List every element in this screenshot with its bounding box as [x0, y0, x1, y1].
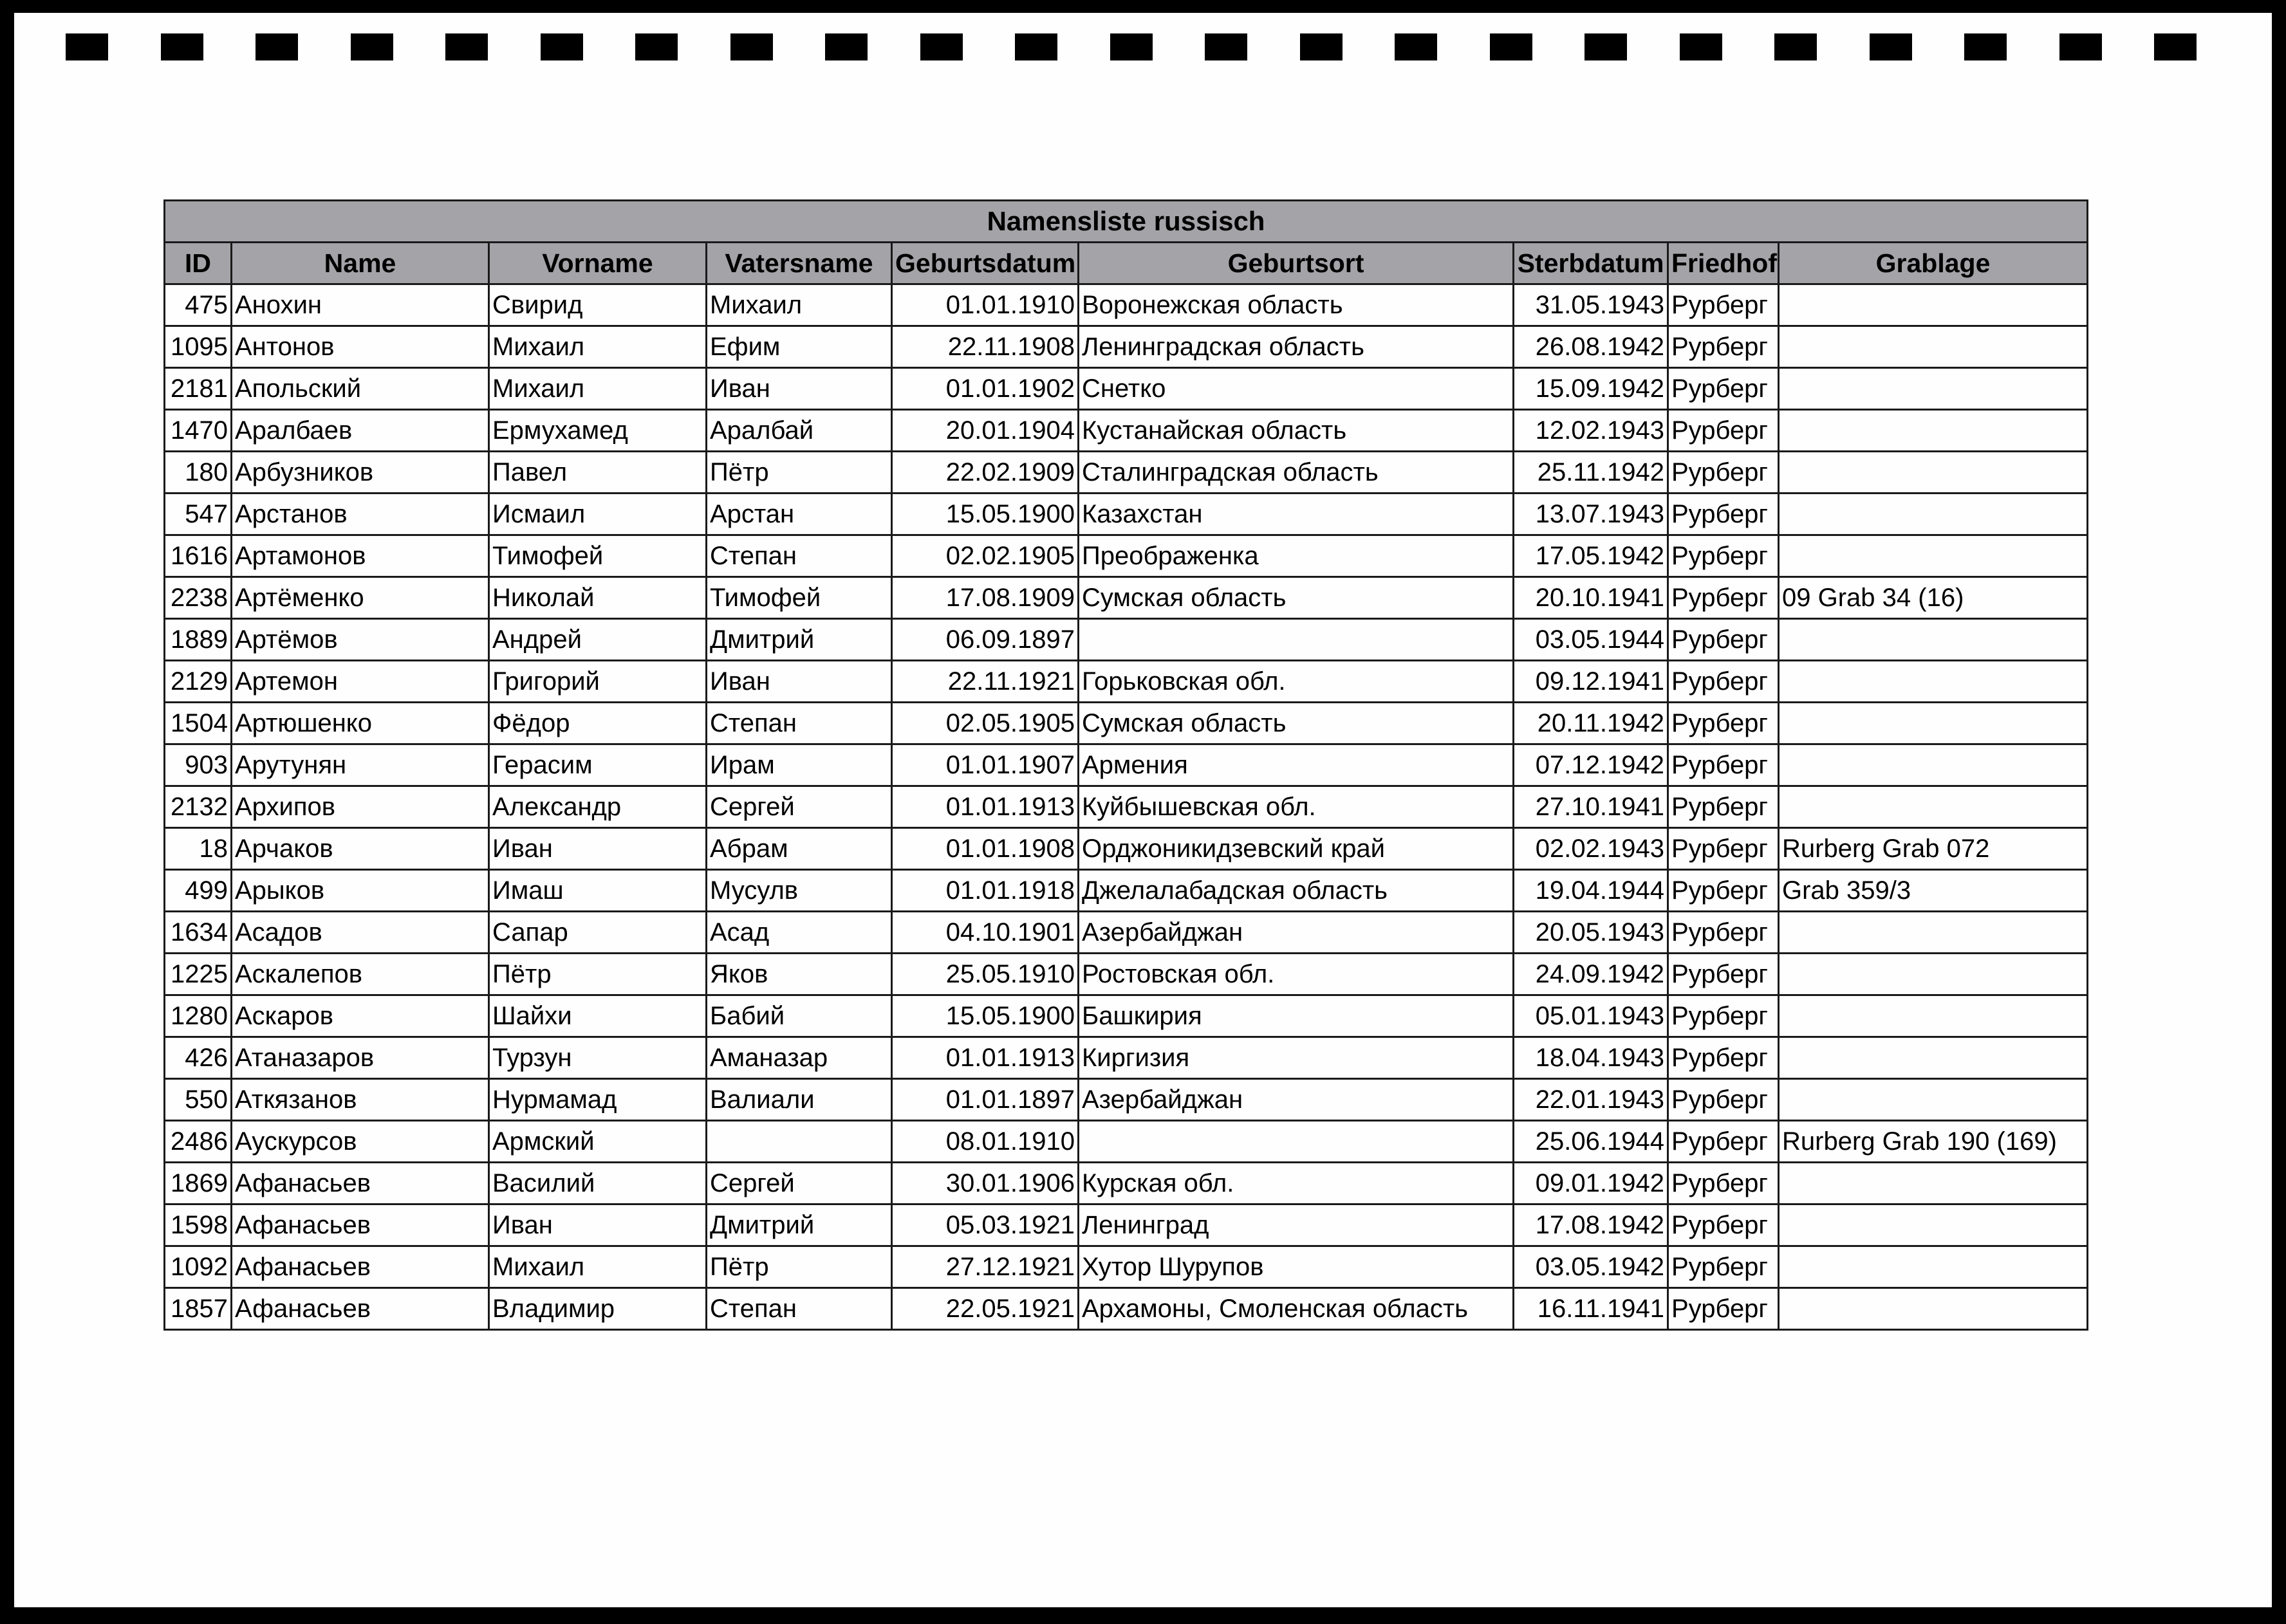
cell-geburtsort: Преображенка [1079, 535, 1514, 577]
cell-geburtsdatum: 30.01.1906 [892, 1163, 1079, 1204]
cell-name: Афанасьев [232, 1163, 489, 1204]
cell-friedhof: Рурберг [1668, 284, 1779, 326]
cell-sterbdatum: 17.08.1942 [1514, 1204, 1668, 1246]
cell-geburtsdatum: 01.01.1907 [892, 744, 1079, 786]
table-row [165, 786, 2088, 828]
cell-friedhof: Рурберг [1668, 1246, 1779, 1288]
cell-geburtsdatum: 01.01.1902 [892, 368, 1079, 410]
cell-geburtsort: Куйбышевская обл. [1079, 786, 1514, 828]
cell-name: Апольский [232, 368, 489, 410]
punch-hole-strip [14, 13, 2272, 84]
cell-geburtsdatum: 08.01.1910 [892, 1121, 1079, 1163]
column-header-id: ID [165, 243, 232, 284]
cell-name: Архипов [232, 786, 489, 828]
cell-sterbdatum: 19.04.1944 [1514, 870, 1668, 912]
cell-vorname: Иван [489, 1204, 707, 1246]
cell-geburtsdatum: 22.11.1908 [892, 326, 1079, 368]
cell-vorname: Герасим [489, 744, 707, 786]
cell-id: 499 [165, 870, 232, 912]
cell-geburtsort [1079, 619, 1514, 661]
cell-friedhof: Рурберг [1668, 870, 1779, 912]
cell-geburtsdatum: 22.02.1909 [892, 452, 1079, 494]
cell-vorname: Иван [489, 828, 707, 870]
cell-geburtsdatum: 20.01.1904 [892, 410, 1079, 452]
cell-vorname: Свирид [489, 284, 707, 326]
cell-name: Артемон [232, 661, 489, 703]
cell-id: 426 [165, 1037, 232, 1079]
cell-grablage: 09 Grab 34 (16) [1779, 577, 2088, 619]
punch-hole [1395, 33, 1437, 60]
table-row [165, 954, 2088, 995]
cell-vatersname: Иван [707, 661, 892, 703]
column-header-geburtsort: Geburtsort [1079, 243, 1514, 284]
cell-vatersname: Пётр [707, 452, 892, 494]
cell-geburtsdatum: 15.05.1900 [892, 494, 1079, 535]
cell-grablage [1779, 1037, 2088, 1079]
cell-id: 1634 [165, 912, 232, 954]
cell-geburtsort: Армения [1079, 744, 1514, 786]
cell-vorname: Ермухамед [489, 410, 707, 452]
table-row [165, 1163, 2088, 1204]
cell-id: 180 [165, 452, 232, 494]
cell-vorname: Армский [489, 1121, 707, 1163]
cell-vorname: Фёдор [489, 703, 707, 744]
cell-sterbdatum: 25.06.1944 [1514, 1121, 1668, 1163]
cell-name: Антонов [232, 326, 489, 368]
table-row [165, 368, 2088, 410]
cell-id: 1598 [165, 1204, 232, 1246]
cell-sterbdatum: 05.01.1943 [1514, 995, 1668, 1037]
column-header-sterbdatum: Sterbdatum [1514, 243, 1668, 284]
punch-hole [1015, 33, 1057, 60]
cell-geburtsort: Воронежская область [1079, 284, 1514, 326]
cell-grablage [1779, 535, 2088, 577]
cell-id: 1616 [165, 535, 232, 577]
table-row [165, 410, 2088, 452]
cell-grablage [1779, 494, 2088, 535]
cell-vorname: Михаил [489, 368, 707, 410]
cell-vorname: Исмаил [489, 494, 707, 535]
cell-name: Артамонов [232, 535, 489, 577]
punch-hole [2154, 33, 2197, 60]
cell-grablage: Rurberg Grab 072 [1779, 828, 2088, 870]
cell-geburtsort: Азербайджан [1079, 1079, 1514, 1121]
cell-sterbdatum: 20.11.1942 [1514, 703, 1668, 744]
cell-vorname: Нурмамад [489, 1079, 707, 1121]
cell-vatersname: Степан [707, 535, 892, 577]
punch-hole [1205, 33, 1247, 60]
table-row [165, 1037, 2088, 1079]
cell-vatersname: Аралбай [707, 410, 892, 452]
cell-id: 903 [165, 744, 232, 786]
cell-vatersname: Дмитрий [707, 619, 892, 661]
cell-name: Артёменко [232, 577, 489, 619]
punch-hole [825, 33, 868, 60]
table-row [165, 995, 2088, 1037]
cell-vatersname: Степан [707, 1288, 892, 1330]
cell-name: Арстанов [232, 494, 489, 535]
cell-grablage [1779, 786, 2088, 828]
cell-friedhof: Рурберг [1668, 1079, 1779, 1121]
cell-grablage [1779, 661, 2088, 703]
cell-friedhof: Рурберг [1668, 1288, 1779, 1330]
cell-friedhof: Рурберг [1668, 577, 1779, 619]
cell-sterbdatum: 16.11.1941 [1514, 1288, 1668, 1330]
cell-geburtsort: Киргизия [1079, 1037, 1514, 1079]
column-header-geburtsdatum: Geburtsdatum [892, 243, 1079, 284]
table-row [165, 1288, 2088, 1330]
cell-vorname: Шайхи [489, 995, 707, 1037]
cell-grablage [1779, 410, 2088, 452]
cell-grablage [1779, 619, 2088, 661]
cell-name: Арбузников [232, 452, 489, 494]
table-title: Namensliste russisch [165, 201, 2088, 243]
cell-grablage: Rurberg Grab 190 (169) [1779, 1121, 2088, 1163]
punch-hole [1774, 33, 1817, 60]
cell-friedhof: Рурберг [1668, 1163, 1779, 1204]
cell-vatersname: Абрам [707, 828, 892, 870]
cell-geburtsort: Горьковская обл. [1079, 661, 1514, 703]
table-header-row [165, 243, 2088, 284]
cell-id: 1095 [165, 326, 232, 368]
cell-geburtsort: Ленинград [1079, 1204, 1514, 1246]
cell-geburtsdatum: 15.05.1900 [892, 995, 1079, 1037]
cell-name: Аускурсов [232, 1121, 489, 1163]
cell-grablage [1779, 912, 2088, 954]
cell-geburtsdatum: 05.03.1921 [892, 1204, 1079, 1246]
punch-hole [1964, 33, 2007, 60]
cell-name: Арутунян [232, 744, 489, 786]
cell-vatersname: Валиали [707, 1079, 892, 1121]
punch-hole [1584, 33, 1627, 60]
cell-vatersname: Михаил [707, 284, 892, 326]
cell-geburtsort: Сумская область [1079, 577, 1514, 619]
cell-id: 1225 [165, 954, 232, 995]
cell-sterbdatum: 07.12.1942 [1514, 744, 1668, 786]
table-row [165, 619, 2088, 661]
table-row [165, 452, 2088, 494]
cell-geburtsort: Ростовская обл. [1079, 954, 1514, 995]
cell-sterbdatum: 31.05.1943 [1514, 284, 1668, 326]
punch-hole [1680, 33, 1722, 60]
cell-grablage [1779, 326, 2088, 368]
cell-friedhof: Рурберг [1668, 703, 1779, 744]
cell-vatersname: Сергей [707, 786, 892, 828]
cell-friedhof: Рурберг [1668, 661, 1779, 703]
cell-sterbdatum: 09.12.1941 [1514, 661, 1668, 703]
cell-vatersname: Яков [707, 954, 892, 995]
cell-name: Аткязанов [232, 1079, 489, 1121]
cell-id: 2238 [165, 577, 232, 619]
table-row [165, 744, 2088, 786]
cell-friedhof: Рурберг [1668, 452, 1779, 494]
cell-grablage [1779, 1079, 2088, 1121]
cell-geburtsdatum: 01.01.1913 [892, 786, 1079, 828]
cell-friedhof: Рурберг [1668, 1037, 1779, 1079]
cell-geburtsort: Сумская область [1079, 703, 1514, 744]
cell-id: 2181 [165, 368, 232, 410]
table-row [165, 661, 2088, 703]
cell-geburtsdatum: 22.11.1921 [892, 661, 1079, 703]
cell-vorname: Василий [489, 1163, 707, 1204]
punch-hole [635, 33, 678, 60]
cell-grablage [1779, 284, 2088, 326]
cell-sterbdatum: 20.10.1941 [1514, 577, 1668, 619]
cell-sterbdatum: 03.05.1944 [1514, 619, 1668, 661]
cell-geburtsort: Хутор Шурупов [1079, 1246, 1514, 1288]
cell-name: Аскалепов [232, 954, 489, 995]
punch-hole [730, 33, 773, 60]
cell-name: Аскаров [232, 995, 489, 1037]
cell-grablage [1779, 368, 2088, 410]
punch-hole [351, 33, 393, 60]
cell-vatersname: Арстан [707, 494, 892, 535]
cell-name: Арыков [232, 870, 489, 912]
cell-grablage [1779, 703, 2088, 744]
cell-vatersname: Тимофей [707, 577, 892, 619]
cell-vorname: Николай [489, 577, 707, 619]
cell-vatersname: Сергей [707, 1163, 892, 1204]
cell-id: 1504 [165, 703, 232, 744]
cell-id: 547 [165, 494, 232, 535]
cell-id: 18 [165, 828, 232, 870]
cell-grablage [1779, 995, 2088, 1037]
cell-geburtsort: Ленинградская область [1079, 326, 1514, 368]
cell-id: 1092 [165, 1246, 232, 1288]
cell-friedhof: Рурберг [1668, 410, 1779, 452]
cell-geburtsdatum: 22.05.1921 [892, 1288, 1079, 1330]
table-row [165, 284, 2088, 326]
cell-geburtsdatum: 02.05.1905 [892, 703, 1079, 744]
cell-sterbdatum: 13.07.1943 [1514, 494, 1668, 535]
cell-vorname: Тимофей [489, 535, 707, 577]
cell-geburtsort [1079, 1121, 1514, 1163]
cell-vorname: Михаил [489, 1246, 707, 1288]
cell-vatersname: Пётр [707, 1246, 892, 1288]
table-row [165, 1246, 2088, 1288]
cell-sterbdatum: 24.09.1942 [1514, 954, 1668, 995]
table-row [165, 494, 2088, 535]
cell-friedhof: Рурберг [1668, 912, 1779, 954]
cell-id: 1889 [165, 619, 232, 661]
cell-geburtsdatum: 01.01.1908 [892, 828, 1079, 870]
cell-friedhof: Рурберг [1668, 744, 1779, 786]
cell-friedhof: Рурберг [1668, 326, 1779, 368]
cell-geburtsort: Казахстан [1079, 494, 1514, 535]
cell-id: 550 [165, 1079, 232, 1121]
cell-vatersname: Ирам [707, 744, 892, 786]
cell-friedhof: Рурберг [1668, 619, 1779, 661]
cell-sterbdatum: 26.08.1942 [1514, 326, 1668, 368]
cell-sterbdatum: 18.04.1943 [1514, 1037, 1668, 1079]
cell-vorname: Григорий [489, 661, 707, 703]
cell-friedhof: Рурберг [1668, 535, 1779, 577]
punch-hole [541, 33, 583, 60]
cell-sterbdatum: 20.05.1943 [1514, 912, 1668, 954]
cell-geburtsdatum: 25.05.1910 [892, 954, 1079, 995]
cell-vorname: Турзун [489, 1037, 707, 1079]
cell-grablage [1779, 1246, 2088, 1288]
cell-geburtsort: Снетко [1079, 368, 1514, 410]
punch-hole [1870, 33, 1912, 60]
cell-vorname: Павел [489, 452, 707, 494]
cell-name: Афанасьев [232, 1204, 489, 1246]
cell-vorname: Михаил [489, 326, 707, 368]
cell-vatersname: Мусулв [707, 870, 892, 912]
cell-friedhof: Рурберг [1668, 1204, 1779, 1246]
cell-grablage [1779, 1163, 2088, 1204]
cell-id: 2486 [165, 1121, 232, 1163]
cell-sterbdatum: 25.11.1942 [1514, 452, 1668, 494]
cell-geburtsort: Сталинградская область [1079, 452, 1514, 494]
cell-vorname: Александр [489, 786, 707, 828]
punch-hole [1490, 33, 1532, 60]
cell-friedhof: Рурберг [1668, 1121, 1779, 1163]
cell-vatersname: Степан [707, 703, 892, 744]
cell-id: 1869 [165, 1163, 232, 1204]
cell-geburtsdatum: 02.02.1905 [892, 535, 1079, 577]
table-row [165, 326, 2088, 368]
cell-geburtsdatum: 01.01.1897 [892, 1079, 1079, 1121]
cell-sterbdatum: 22.01.1943 [1514, 1079, 1668, 1121]
cell-geburtsdatum: 27.12.1921 [892, 1246, 1079, 1288]
cell-vatersname [707, 1121, 892, 1163]
column-header-grablage: Grablage [1779, 243, 2088, 284]
column-header-vatersname: Vatersname [707, 243, 892, 284]
punch-hole [445, 33, 488, 60]
cell-id: 1470 [165, 410, 232, 452]
cell-name: Афанасьев [232, 1246, 489, 1288]
cell-sterbdatum: 12.02.1943 [1514, 410, 1668, 452]
cell-vorname: Сапар [489, 912, 707, 954]
cell-geburtsort: Кустанайская область [1079, 410, 1514, 452]
cell-friedhof: Рурберг [1668, 828, 1779, 870]
cell-friedhof: Рурберг [1668, 368, 1779, 410]
punch-hole [2059, 33, 2102, 60]
cell-geburtsort: Орджоникидзевский край [1079, 828, 1514, 870]
cell-name: Анохин [232, 284, 489, 326]
cell-vorname: Имаш [489, 870, 707, 912]
cell-friedhof: Рурберг [1668, 494, 1779, 535]
table-row [165, 870, 2088, 912]
cell-id: 475 [165, 284, 232, 326]
cell-id: 1280 [165, 995, 232, 1037]
cell-id: 2129 [165, 661, 232, 703]
cell-vorname: Андрей [489, 619, 707, 661]
cell-sterbdatum: 03.05.1942 [1514, 1246, 1668, 1288]
punch-hole [66, 33, 108, 60]
cell-sterbdatum: 02.02.1943 [1514, 828, 1668, 870]
cell-vatersname: Дмитрий [707, 1204, 892, 1246]
punch-hole [1300, 33, 1343, 60]
names-table [163, 199, 2088, 1331]
cell-grablage [1779, 1288, 2088, 1330]
cell-grablage [1779, 452, 2088, 494]
column-header-friedhof: Friedhof [1668, 243, 1779, 284]
scanned-page [14, 13, 2272, 1607]
cell-vatersname: Ефим [707, 326, 892, 368]
cell-geburtsort: Архамоны, Смоленская область [1079, 1288, 1514, 1330]
column-header-name: Name [232, 243, 489, 284]
cell-vatersname: Асад [707, 912, 892, 954]
cell-vatersname: Аманазар [707, 1037, 892, 1079]
cell-grablage [1779, 1204, 2088, 1246]
table-row [165, 912, 2088, 954]
table-row [165, 577, 2088, 619]
cell-name: Артюшенко [232, 703, 489, 744]
table-row [165, 1079, 2088, 1121]
table-row [165, 1204, 2088, 1246]
table-row [165, 1121, 2088, 1163]
cell-sterbdatum: 27.10.1941 [1514, 786, 1668, 828]
cell-vorname: Пётр [489, 954, 707, 995]
cell-geburtsort: Курская обл. [1079, 1163, 1514, 1204]
cell-name: Асадов [232, 912, 489, 954]
cell-name: Атаназаров [232, 1037, 489, 1079]
cell-geburtsdatum: 04.10.1901 [892, 912, 1079, 954]
cell-id: 2132 [165, 786, 232, 828]
cell-grablage: Grab 359/3 [1779, 870, 2088, 912]
table-title-row [165, 201, 2088, 243]
cell-grablage [1779, 954, 2088, 995]
cell-geburtsdatum: 01.01.1918 [892, 870, 1079, 912]
cell-name: Аралбаев [232, 410, 489, 452]
punch-hole [161, 33, 203, 60]
cell-geburtsort: Башкирия [1079, 995, 1514, 1037]
table-row [165, 828, 2088, 870]
cell-grablage [1779, 744, 2088, 786]
cell-sterbdatum: 09.01.1942 [1514, 1163, 1668, 1204]
cell-friedhof: Рурберг [1668, 954, 1779, 995]
cell-id: 1857 [165, 1288, 232, 1330]
cell-geburtsdatum: 06.09.1897 [892, 619, 1079, 661]
cell-name: Артёмов [232, 619, 489, 661]
punch-hole [1110, 33, 1153, 60]
cell-sterbdatum: 17.05.1942 [1514, 535, 1668, 577]
cell-name: Афанасьев [232, 1288, 489, 1330]
cell-geburtsdatum: 17.08.1909 [892, 577, 1079, 619]
cell-geburtsort: Джелалабадская область [1079, 870, 1514, 912]
column-header-vorname: Vorname [489, 243, 707, 284]
cell-geburtsdatum: 01.01.1910 [892, 284, 1079, 326]
table-row [165, 703, 2088, 744]
cell-name: Арчаков [232, 828, 489, 870]
punch-hole [920, 33, 963, 60]
cell-vatersname: Бабий [707, 995, 892, 1037]
cell-sterbdatum: 15.09.1942 [1514, 368, 1668, 410]
cell-friedhof: Рурберг [1668, 995, 1779, 1037]
cell-vorname: Владимир [489, 1288, 707, 1330]
cell-geburtsdatum: 01.01.1913 [892, 1037, 1079, 1079]
table-row [165, 535, 2088, 577]
punch-hole [256, 33, 298, 60]
cell-vatersname: Иван [707, 368, 892, 410]
cell-geburtsort: Азербайджан [1079, 912, 1514, 954]
table-body [165, 284, 2088, 1330]
cell-friedhof: Рурберг [1668, 786, 1779, 828]
